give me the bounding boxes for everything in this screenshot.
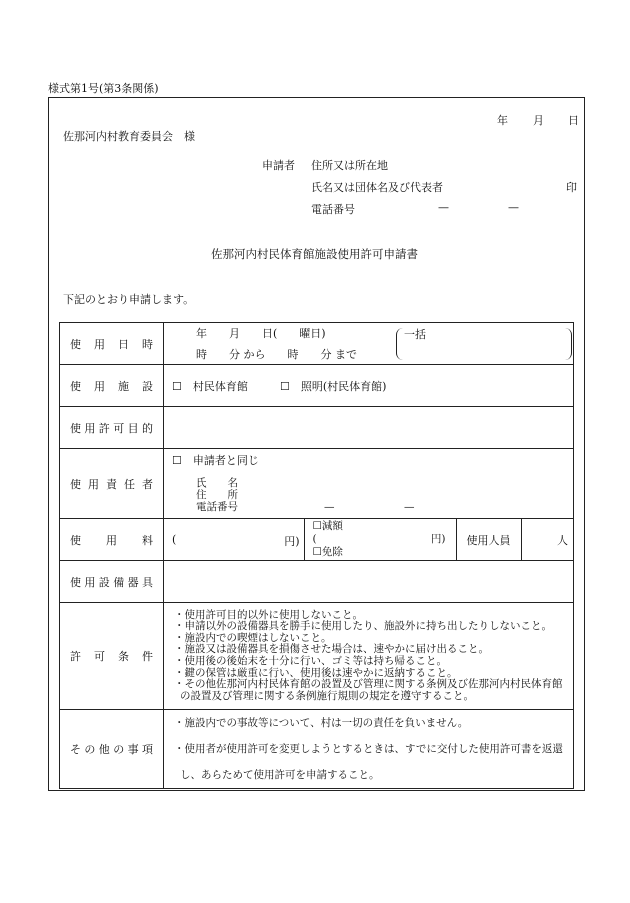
condition-item: ・施設内での喫煙はしないこと。 [174,631,332,644]
applicant-label: 申請者 [262,159,295,172]
row-purpose [60,407,574,449]
other-item: ・施設内での事故等について、村は一切の責任を負いません。 [174,717,469,729]
phone-dash-1: — [438,201,449,214]
date-day: 日 [568,114,579,127]
application-table [59,322,574,789]
responsible-address-label: 住 所 [196,489,238,501]
time-fields: 時 分 から 時 分 まで [196,348,357,361]
reduce-checkbox[interactable]: ☐減額 [312,520,343,532]
date-month: 月 [533,114,544,127]
facility-option-gym[interactable]: ☐ 村民体育館 [172,380,248,393]
form-number: 様式第1号(第3条関係) [48,82,159,95]
label-purpose: 使用許可目的 [60,407,164,449]
people-label: 使用人員 [456,519,521,560]
row-equipment [60,561,574,603]
applicant-name-label: 氏名又は団体名及び代表者 [311,181,443,194]
reduce-paren-open: ( [312,533,317,545]
responsible-phone-label: 電話番号 [196,501,238,513]
purpose-field[interactable] [164,407,574,449]
date-year: 年 [497,114,508,127]
people-unit[interactable]: 人 [557,533,568,547]
row-conditions [60,603,574,710]
fee-amount[interactable] [164,519,304,560]
label-other: その他の事項 [60,710,164,789]
condition-item: ・申請以外の設備器具を勝手に使用したり、施設外に持ち出したりしないこと。 [174,620,552,633]
applicant-phone-label: 電話番号 [311,203,355,216]
seal-mark: 印 [566,181,577,194]
facility-option-lighting[interactable]: ☐ 照明(村民体育館) [280,380,387,393]
row-fee [60,519,574,561]
label-facility: 使用施設 [60,365,164,407]
reduce-yen: 円) [430,533,446,545]
label-conditions: 許可条件 [60,603,164,710]
label-equipment: 使用設備器具 [60,561,164,603]
row-other [60,710,574,789]
datetime-cell[interactable] [164,323,574,365]
bulk-label: 一括 [404,328,426,341]
other-item: ・使用者が使用許可を変更しようとするときは、すでに交付した使用許可書を返還し、あらためて使用許可を申請すること。 [174,743,563,781]
same-as-applicant-checkbox[interactable]: ☐ 申請者と同じ [172,454,259,467]
responsible-dash-1: — [324,501,335,513]
equipment-field[interactable] [164,561,574,603]
phone-dash-2: — [508,201,519,214]
form-title: 佐那河内村民体育館施設使用許可申請書 [211,247,418,261]
row-facility [60,365,574,407]
intro-text: 下記のとおり申請します。 [63,293,195,306]
responsible-name-label: 氏 名 [196,477,238,489]
date-fields: 年 月 日( 曜日) [196,327,326,340]
conditions-list [164,603,574,710]
exempt-checkbox[interactable]: ☐免除 [312,546,343,558]
fee-reduction[interactable] [304,519,456,560]
condition-item: ・鍵の保管は厳重に行い、使用後は速やかに返納すること。 [174,666,458,679]
other-list [164,710,574,789]
condition-item: ・その他佐那河内村民体育館の設置及び管理に関する条例及び佐那河内村民体育館の設置及び管理に関する条例施行規則の規定を遵守すること。 [174,678,563,702]
applicant-address-label: 住所又は所在地 [311,159,388,172]
fee-paren-open: ( [172,533,177,546]
row-datetime [60,323,574,365]
condition-item: ・使用許可目的以外に使用しないこと。 [174,608,363,621]
label-datetime: 使用日時 [60,323,164,365]
condition-item: ・使用後の後始末を十分に行い、ゴミ等は持ち帰ること。 [174,655,447,667]
responsible-dash-2: — [404,501,415,513]
label-responsible: 使用責任者 [60,449,164,519]
row-responsible [60,449,574,519]
addressee: 佐那河内村教育委員会 様 [63,130,195,143]
label-fee: 使用料 [60,519,164,561]
fee-yen: 円) [284,535,300,548]
condition-item: ・施設又は設備器具を損傷させた場合は、速やかに届け出ること。 [174,643,489,656]
